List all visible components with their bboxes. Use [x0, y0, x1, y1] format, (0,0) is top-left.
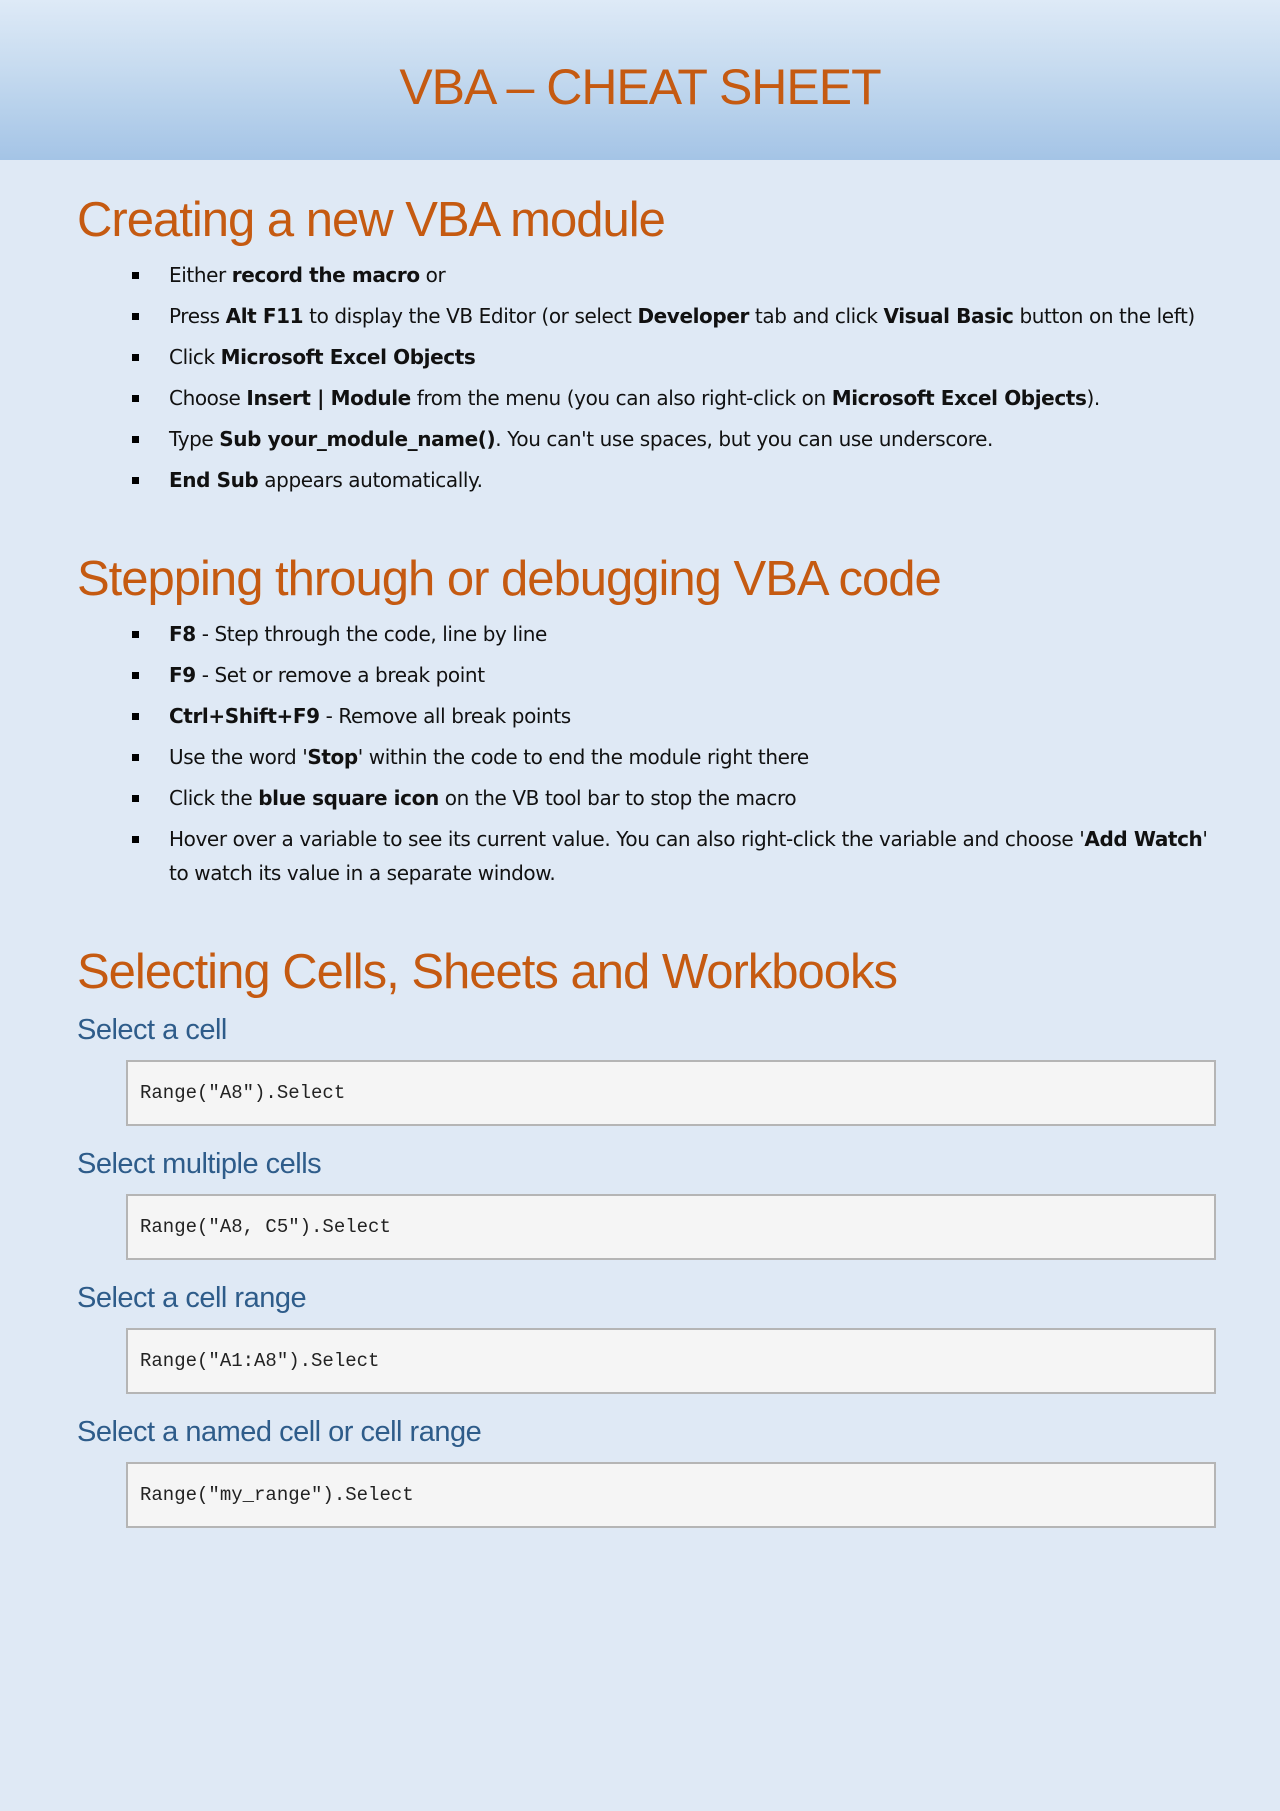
bullet-list	[77, 617, 1227, 890]
list-item: Press Alt F11 to display the VB Editor (or select Developer tab and click Visual Basic button on the left)	[169, 299, 1227, 333]
list-item: Ctrl+Shift+F9 - Remove all break points	[169, 699, 1227, 733]
section-heading: Stepping through or debugging VBA code	[77, 552, 941, 606]
code-block: Range("my_range").Select	[126, 1462, 1216, 1528]
subsection-title: Select a cell range	[77, 1282, 307, 1314]
code-block: Range("A1:A8").Select	[126, 1328, 1216, 1394]
list-item: F8 - Step through the code, line by line	[169, 617, 1227, 651]
document-title: VBA – CHEAT SHEET	[399, 59, 881, 115]
section-selecting	[77, 942, 1227, 1528]
code-block: Range("A8").Select	[126, 1060, 1216, 1126]
list-item: End Sub appears automatically.	[169, 463, 1227, 497]
section-heading: Creating a new VBA module	[77, 193, 665, 247]
section-debugging	[77, 549, 1227, 890]
content	[77, 190, 1227, 1546]
list-item: Type Sub your_module_name(). You can't use spaces, but you can use underscore.	[169, 422, 1227, 456]
code-block: Range("A8, C5").Select	[126, 1194, 1216, 1260]
list-item: Click the blue square icon on the VB tool bar to stop the macro	[169, 781, 1227, 815]
list-item: Click Microsoft Excel Objects	[169, 340, 1227, 374]
subsection-title: Select a named cell or cell range	[77, 1416, 482, 1448]
subsection-title: Select multiple cells	[77, 1148, 322, 1180]
list-item: Choose Insert | Module from the menu (you can also right-click on Microsoft Excel Objects).	[169, 381, 1227, 415]
subsection-title: Select a cell	[77, 1014, 227, 1046]
list-item: Hover over a variable to see its current value. You can also right-click the variable and choose 'Add Watch' to watch its value in a separate window.	[169, 822, 1227, 890]
section-creating-module	[77, 190, 1227, 497]
bullet-list	[77, 258, 1227, 497]
list-item: Use the word 'Stop' within the code to end the module right there	[169, 740, 1227, 774]
list-item: Either record the macro or	[169, 258, 1227, 292]
list-item: F9 - Set or remove a break point	[169, 658, 1227, 692]
section-heading: Selecting Cells, Sheets and Workbooks	[77, 945, 898, 999]
